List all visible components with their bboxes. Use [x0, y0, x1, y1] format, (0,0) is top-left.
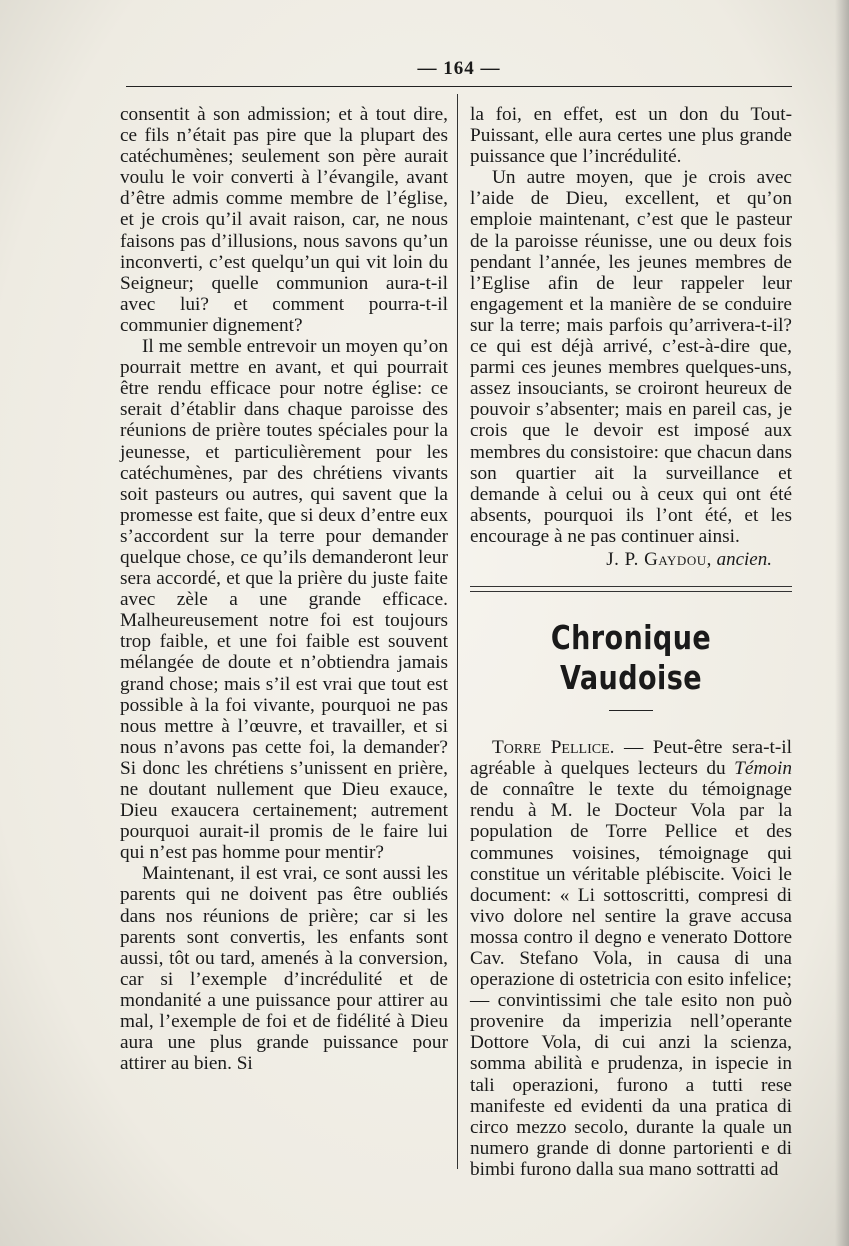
left-column [120, 104, 448, 1074]
signature [470, 549, 792, 570]
paragraph: consentit à son admission; et à tout dire, ce fils n’était pas pire que la plupart des catéchumènes; seulement son père aurait voulu le voir converti à l’évangile, avant d’être admis comme membre de l’église, et je crois qu’il avait raison, car, ne nous faisons pas d’illusions, nous savons qu’un inconverti, c’est quelqu’un qui vit loin du Seigneur; quelle communion aura-t-il avec lui? et comment pourra-t-il communier dignement? [120, 104, 448, 336]
paragraph: Il me semble entrevoir un moyen qu’on pourrait mettre en avant, et qui pourrait être rendu efficace pour notre église: ce serait d’établir dans chaque paroisse des réunions de prière toutes spéciales pour la jeunesse, et particulièrement pour les catéchumènes, par des chrétiens vivants soit pasteurs ou autres, qui savent que la promesse est faite, que si deux d’entre eux s’accordent sur la terre pour demander quelque chose, ce qu’ils demanderont leur sera accordé, et que la prière du juste faite avec zèle a une grande efficace. Malheureusement notre foi est toujours trop faible, et une foi faible est souvent mélangée de doute et n’obtiendra jamais grand chose; mais s’il est vrai que tout est possible à la foi vivante, pourquoi ne pas nous mettre à l’œuvre, et travailler, et si nous n’avons pas cette foi, la demander? Si donc les chrétiens s’unissent en prière, ne doutant nullement que Dieu exauce, Dieu exaucera certainement; autrement pourquoi aurait-il promis de le faire lui qui n’est pas homme pour mentir? [120, 336, 448, 864]
section-title: Chronique Vaudoise [550, 618, 712, 698]
column-divider [457, 94, 458, 1169]
article-paragraph [470, 737, 792, 1180]
right-column [470, 104, 792, 1180]
title-dash [609, 710, 653, 711]
article-text-1: — Peut-être sera-t-il agréable à quelques lecteurs du [470, 737, 793, 780]
paragraph: Maintenant, il est vrai, ce sont aussi les parents qui ne doivent pas être oubliés dans nos réunions de prière; car si les parents sont convertis, les enfants sont aussi, tôt ou tard, amenés à la conversion, car si l’exemple d’incrédulité et de mondanité a une puissance pour attirer au mal, l’exemple de foi et de fidélité à Dieu aura une plus grande puissance pour attirer au bien. Si [120, 863, 448, 1075]
article-text-2: de connaître le texte du témoignage rendu à M. le Docteur Vola par la population de Torre Pellice et des communes voisines, témoignage qui constitue un véritable plébiscite. Voici le document: « Li sottoscritti, compresi di vivo dolore nel sentire la grave accusa mossa contro il degno e venerato Dottore Cav. Stefano Vola, in causa di una operazione di ostetricia con esito infelice; — convintissimi che tale esito non può provenire da imperizia nell’operante Dottore Vola, di cui anzi la scienza, somma abilità e prudenza, in ispecie in tali operazioni, furono a tutti rese manifeste ed evidenti da una pratica di circo mezzo secolo, durante la quale un numero grande di donne partorienti e di bimbi furono dalla sua mano sottratti ad [470, 779, 792, 1180]
section-separator [470, 586, 792, 592]
signature-title: ancien. [716, 548, 772, 570]
article-place: Torre Pellice. [492, 737, 615, 759]
journal-name: Témoin [734, 758, 792, 780]
paragraph: Un autre moyen, que je crois avec l’aide de Dieu, excellent, et qu’on emploie maintenant, c’est que le pasteur de la paroisse réunisse, une ou deux fois pendant l’année, les jeunes membres de l’Eglise afin de leur rappeler leur engagement et la manière de se conduire sur la terre; mais parfois qu’arrivera-t-il? ce qui est déjà arrivé, c’est-à-dire que, parmi ces jeunes membres quelques-uns, assez insouciants, se croiront heureux de pouvoir s’absenter; mais en pareil cas, je crois que le devoir est imposé aux membres du consistoire: que chacun dans son quartier ait la surveillance et demande à celui ou à ceux qui ont été absents, pourquoi ils l’ont été, et les encourage à ne pas continuer ainsi. [470, 167, 792, 547]
paragraph: la foi, en effet, est un don du Tout-Puissant, elle aura certes une plus grande puissance que l’incrédulité. [470, 104, 792, 168]
signature-name: J. P. Gaydou, [606, 548, 712, 570]
page-edge-shadow [835, 0, 849, 1246]
page-number: — 164 — [417, 58, 501, 79]
header-rule [126, 86, 792, 87]
